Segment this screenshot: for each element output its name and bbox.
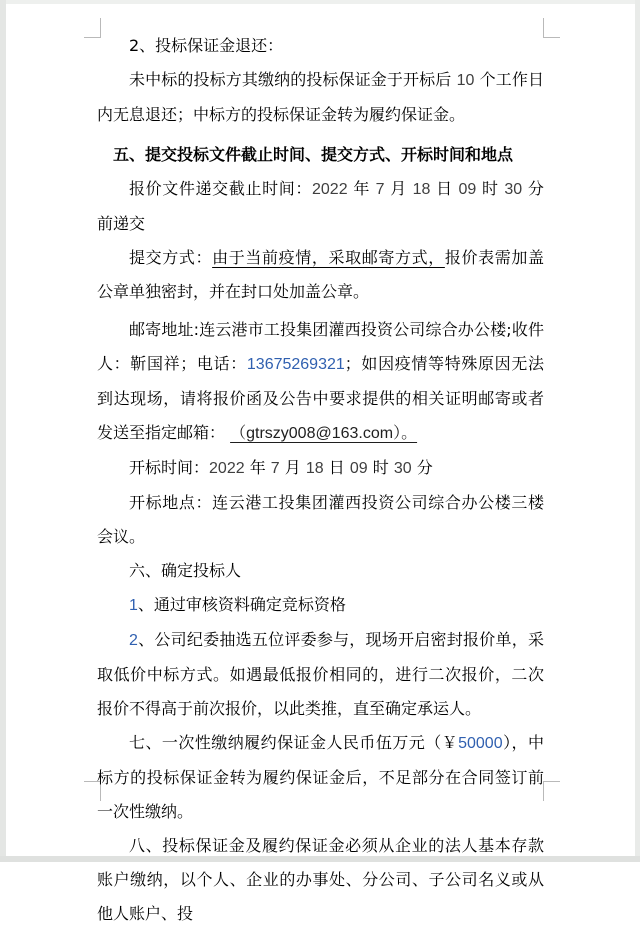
text-run: 09 — [458, 181, 477, 198]
text-run: 18 — [305, 460, 324, 477]
text-run: 年 — [244, 458, 271, 477]
margin-mark-top-right — [543, 18, 560, 38]
text-run: 八、投标保证金及履约保证金必须从企业的法人基本存款账户缴纳，以个人、企业的办事处、分公司、子公司名义或从他人账户、投 — [97, 836, 544, 923]
text-run: 7 — [270, 460, 280, 477]
para-bond-refund-body — [97, 63, 544, 132]
para-item-1 — [97, 588, 544, 623]
heading-section-5 — [97, 138, 544, 172]
text-run: 时 — [367, 458, 394, 477]
text-run: 个工作日内无息退还；中标方的投标保证金转为履约保证金。 — [97, 70, 544, 124]
text-run: 、通过审核资料确定竞标资格 — [137, 595, 346, 614]
para-mailing-address — [97, 313, 544, 451]
text-run: 、公司纪委抽选五位评委参与，现场开启密封报价单，采取低价中标方式。如遇最低报价相同的，进行二次报价，二次报价不得高于前次报价，以此类推，直至确定承运人。 — [97, 630, 544, 718]
text-run: 2、投标保证金退还： — [129, 36, 284, 55]
text-run: 7 — [375, 181, 385, 198]
text-run: 13675269321 — [246, 356, 345, 373]
para-bond-refund-title — [97, 29, 544, 63]
para-submission-method — [97, 241, 544, 309]
text-run: 六、确定投标人 — [129, 561, 242, 580]
page-edge-left — [0, 0, 6, 862]
para-submission-deadline — [97, 172, 544, 241]
text-run: 七、一次性缴纳履约保证金人民币伍万元（￥ — [129, 733, 459, 752]
text-run: 开标地点：连云港工投集团灌西投资公司综合办公楼三楼会议。 — [97, 493, 544, 546]
text-run: 报价表需加盖公章单独密封，并在封口处加盖公章。 — [97, 248, 544, 301]
text-run: 年 — [347, 179, 376, 198]
text-run: 五、提交投标文件截止时间、提交方式、开标时间和地点 — [113, 145, 514, 164]
text-run: 18 — [412, 181, 431, 198]
text-run: 30 — [504, 181, 523, 198]
text-run: （gtrszy008@163.com）。 — [230, 425, 418, 442]
margin-mark-bottom-right — [543, 781, 560, 801]
text-run: 未中标的投标方其缴纳的投标保证金于开标后 — [129, 70, 457, 89]
text-run: 日 — [430, 179, 459, 198]
text-run: 50000 — [458, 735, 503, 752]
heading-section-6 — [97, 554, 544, 588]
text-run: 开标时间： — [129, 458, 210, 477]
para-item-2 — [97, 623, 544, 726]
text-run: 分 — [411, 458, 433, 477]
para-section-8 — [97, 829, 544, 931]
text-run: 10 — [456, 72, 475, 89]
text-run: ），中标方的投标保证金转为履约保证金后，不足部分在合同签订前一次性缴纳。 — [97, 733, 544, 821]
text-run: 1 — [129, 597, 138, 614]
text-run: 月 — [384, 179, 413, 198]
text-run: 2022 — [209, 460, 245, 477]
text-run: 提交方式： — [129, 248, 213, 267]
page-content — [97, 29, 544, 931]
text-run: 月 — [279, 458, 306, 477]
text-run: 邮寄地址:连云港市工投集团灌西投资公司综合办公楼;收件人：靳国祥；电话： — [97, 320, 544, 373]
text-run: 分前递交 — [97, 179, 544, 233]
text-run: 报价文件递交截止时间： — [129, 179, 312, 198]
text-run: 09 — [349, 460, 368, 477]
text-run: 30 — [393, 460, 412, 477]
text-run: 时 — [476, 179, 505, 198]
text-run: 2022 — [312, 181, 348, 198]
page-edge-top — [0, 0, 640, 4]
page-edge-right — [635, 0, 640, 862]
para-opening-time — [97, 451, 544, 486]
text-run: 由于当前疫情，采取邮寄方式， — [212, 248, 445, 267]
text-run: 2 — [129, 632, 138, 649]
para-opening-place — [97, 486, 544, 554]
text-run: 日 — [323, 458, 350, 477]
text-run: ；如因疫情等特殊原因无法到达现场，请将报价函及公告中要求提供的相关证明邮寄或者发送至指定邮箱： — [97, 354, 544, 442]
para-section-7 — [97, 726, 544, 829]
